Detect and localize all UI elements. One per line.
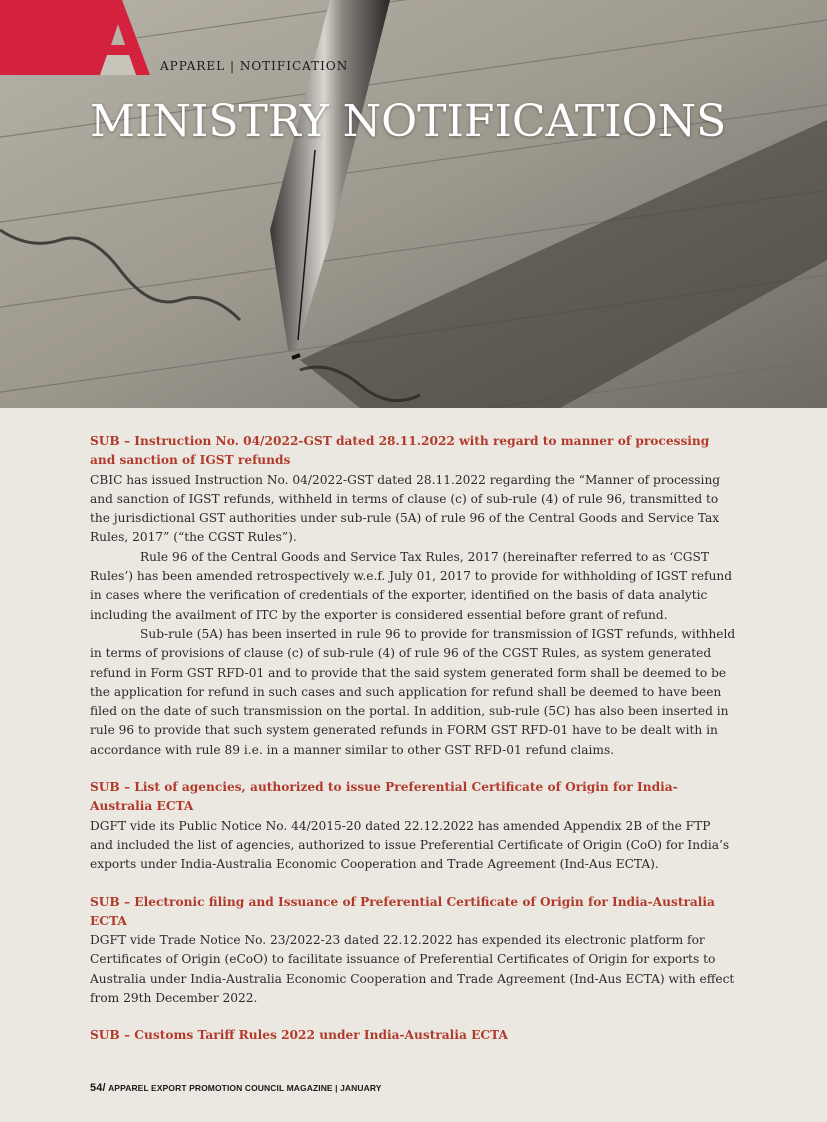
article-electronic-filing	[90, 893, 737, 1009]
article-heading: SUB – Electronic filing and Issuance of Preferential Certificate of Origin for India-Australia ECTA	[90, 894, 715, 928]
magazine-name: APPAREL EXPORT PROMOTION COUNCIL MAGAZINE | JANUARY	[108, 1083, 382, 1093]
article-customs-tariff	[90, 1026, 737, 1045]
article-paragraph: DGFT vide its Public Notice No. 44/2015-20 dated 22.12.2022 has amended Appendix 2B of the FTP and included the list of agencies, authorized to issue Preferential Certificate of Origin (CoO) for India’s exports under India-Australia Economic Cooperation and Trade Agreement (Ind-Aus ECTA).	[90, 818, 730, 872]
article-list	[90, 432, 737, 1064]
brand-logo	[0, 0, 162, 75]
footer-separator: /	[102, 1082, 106, 1094]
page-title: MINISTRY NOTIFICATIONS	[90, 96, 727, 147]
article-agencies-list	[90, 778, 737, 874]
article-heading: SUB – List of agencies, authorized to issue Preferential Certificate of Origin for India-Australia ECTA	[90, 780, 678, 814]
article-paragraph: DGFT vide Trade Notice No. 23/2022-23 dated 22.12.2022 has expended its electronic platform for Certificates of Origin (eCoO) to facilitate issuance of Preferential Certificates of Origin for exports to Australia under India-Australia Economic Cooperation and Trade Agreement (Ind-Aus ECTA) with effect from 29th December 2022.	[90, 933, 735, 1006]
section-label: APPAREL | NOTIFICATION	[160, 59, 349, 73]
page-number: 54	[90, 1082, 103, 1094]
article-igst-refunds	[90, 432, 737, 760]
article-paragraph: Rule 96 of the Central Goods and Service Tax Rules, 2017 (hereinafter referred to as ‘CGST Rules’) has been amended retrospectively w.e.f. July 01, 2017 to provide for withholding of IGST refund in cases where the verification of credentials of the exporter, identified on the basis of data analytic including the availment of ITC by the exporter is considered essential before grant of refund.	[90, 549, 733, 622]
brand-a-icon	[0, 0, 162, 75]
article-heading: SUB – Customs Tariff Rules 2022 under India-Australia ECTA	[90, 1028, 508, 1043]
article-paragraph: Sub-rule (5A) has been inserted in rule 96 to provide for transmission of IGST refunds, withheld in terms of provisions of clause (c) of sub-rule (4) of rule 96 of the CGST Rules, as system generated refund in Form GST RFD-01 and to provide that the said system generated form shall be deemed to be the application for refund in such cases and such application for refund shall be deemed to have been filed on the date of such transmission on the portal. In addition, sub-rule (5C) has also been inserted in rule 96 to provide that such system generated refunds in FORM GST RFD-01 have to be dealt with in accordance with rule 89 i.e. in a manner similar to other GST RFD-01 refund claims.	[90, 626, 736, 757]
article-heading: SUB – Instruction No. 04/2022-GST dated 28.11.2022 with regard to manner of processing and sanction of IGST refunds	[90, 434, 710, 468]
article-paragraph: CBIC has issued Instruction No. 04/2022-GST dated 28.11.2022 regarding the “Manner of processing and sanction of IGST refunds, withheld in terms of clause (c) of sub-rule (4) of rule 96, transmitted to the jurisdictional GST authorities under sub-rule (5A) of rule 96 of the Central Goods and Service Tax Rules, 2017” (“the CGST Rules”).	[90, 472, 721, 545]
page-footer	[90, 1082, 382, 1094]
